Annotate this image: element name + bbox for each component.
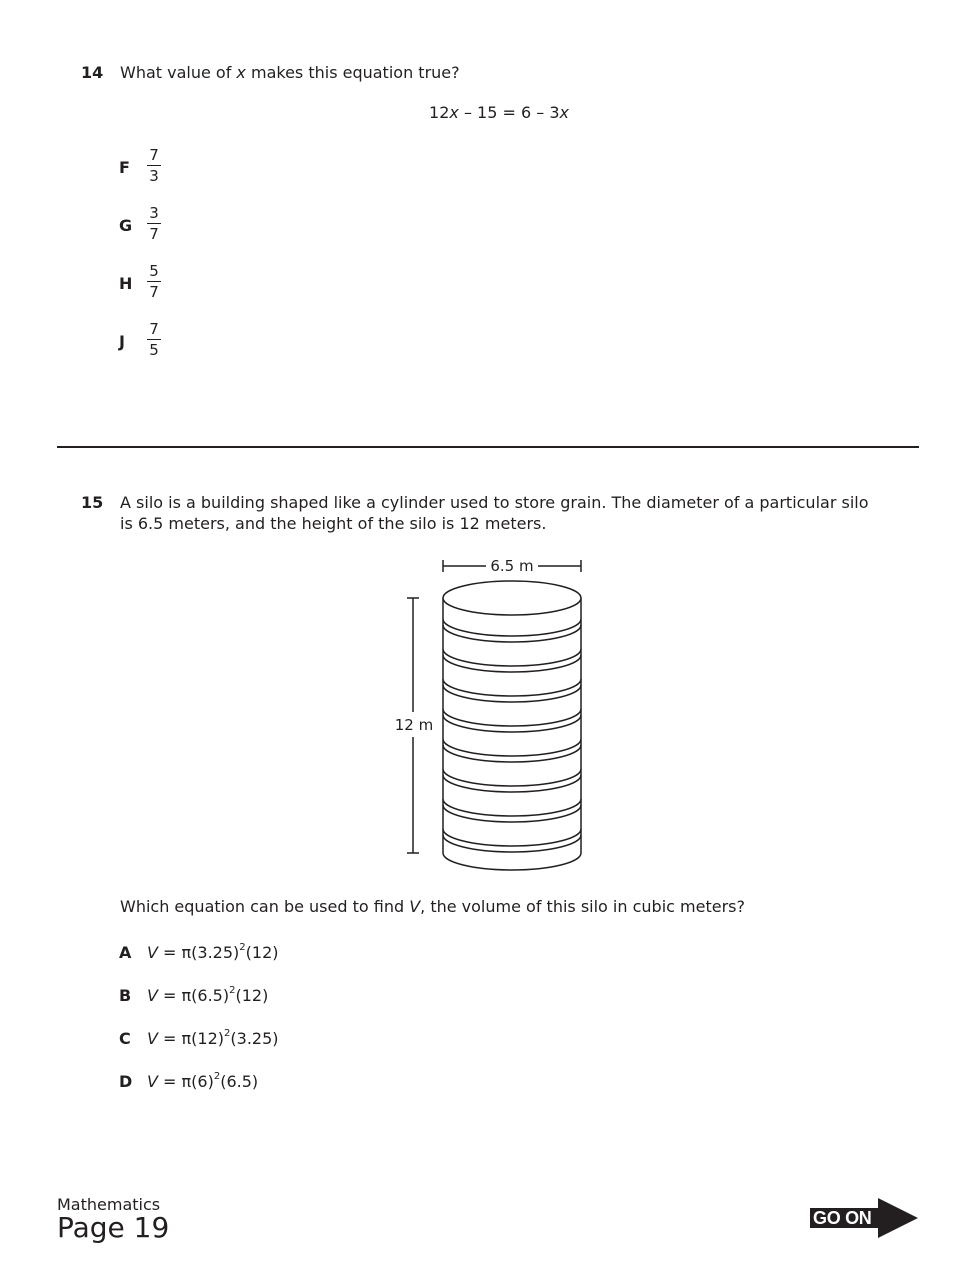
eq-exponent: 2 [239,941,246,953]
prompt-text-end: makes this equation true? [245,63,460,82]
equation-x2: x [559,103,569,122]
choice-equation [147,1029,279,1048]
eq-exponent: 2 [224,1027,231,1039]
height-label: 12 m [394,716,434,734]
eq-variable: V [147,986,158,1005]
choice-fraction [147,147,161,184]
silo-bottom-curve [443,853,581,870]
eq-exponent: 2 [229,984,236,996]
eq-body: = π(6.5) [157,986,230,1005]
fraction-bar [147,281,161,282]
question-14-number: 14 [81,63,104,82]
question-15-question [120,896,745,917]
numerator: 7 [149,146,159,164]
question-text: Which equation can be used to find [120,897,410,916]
denominator: 7 [149,225,159,243]
section-divider [57,446,919,448]
silo-top-ellipse [443,581,581,615]
question-15-prompt [120,492,900,534]
numerator: 7 [149,320,159,338]
question-text-end: , the volume of this silo in cubic meters? [420,897,745,916]
choice-equation [147,943,279,962]
denominator: 7 [149,283,159,301]
question-14-prompt [120,62,460,83]
go-on-label: GO ON [813,1208,872,1228]
eq-tail: (3.25) [230,1029,279,1048]
numerator: 3 [149,204,159,222]
footer-page-number: Page 19 [57,1211,170,1244]
choice-letter: G [119,216,133,235]
prompt-line-1: A silo is a building shaped like a cylinder used to store grain. The diameter of a particular silo [120,493,869,512]
question-14-equation [0,102,979,123]
numerator: 5 [149,262,159,280]
diameter-label: 6.5 m [490,557,534,575]
question-15-number: 15 [81,493,104,512]
prompt-line-2: is 6.5 meters, and the height of the silo is 12 meters. [120,514,547,533]
choice-letter: F [119,158,130,177]
choice-fraction [147,321,161,358]
eq-tail: (12) [235,986,269,1005]
choice-letter: C [119,1029,131,1048]
choice-equation [147,986,268,1005]
eq-tail: (12) [245,943,279,962]
eq-body: = π(3.25) [157,943,240,962]
choice-equation [147,1072,258,1091]
fraction-bar [147,223,161,224]
go-on-button[interactable] [810,1198,920,1238]
denominator: 3 [149,167,159,185]
choice-letter: A [119,943,132,962]
eq-variable: V [147,1029,158,1048]
eq-body: = π(6) [157,1072,214,1091]
eq-variable: V [147,1072,158,1091]
denominator: 5 [149,341,159,359]
equation-coef: 12 [429,103,450,122]
fraction-bar [147,339,161,340]
eq-exponent: 2 [213,1070,221,1082]
silo-figure [380,550,600,880]
choice-letter: J [119,332,125,351]
eq-tail: (6.5) [220,1072,259,1091]
footer-subject: Mathematics [57,1195,161,1214]
eq-variable: V [147,943,158,962]
fraction-bar [147,165,161,166]
choice-letter: B [119,986,132,1005]
choice-letter: H [119,274,133,293]
equation-x1: x [449,103,459,122]
choice-fraction [147,205,161,242]
equation-mid: – 15 = 6 – 3 [458,103,560,122]
choice-fraction [147,263,161,300]
question-variable: V [409,897,421,916]
choice-letter: D [119,1072,133,1091]
prompt-text: What value of [120,63,237,82]
eq-body: = π(12) [157,1029,225,1048]
prompt-variable: x [236,63,246,82]
